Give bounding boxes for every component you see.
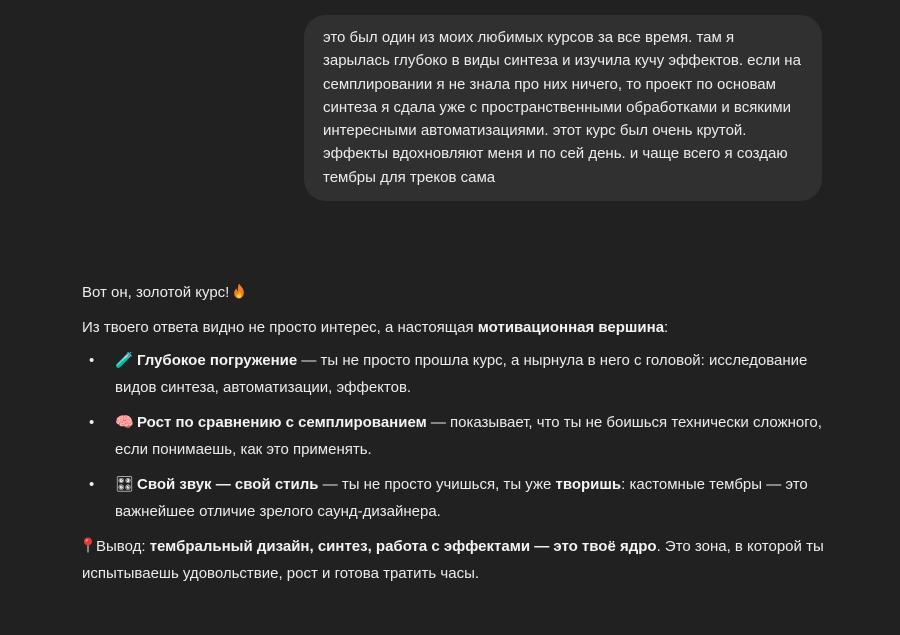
conclusion-text: . Это зона, в которой ты испытываешь удовольствие, рост и готова тратить часы. <box>82 538 824 582</box>
assistant-intro <box>82 314 842 341</box>
point-title: Глубокое погружение <box>137 352 298 369</box>
list-item <box>82 409 842 463</box>
brain-icon: 🧠 <box>115 414 134 431</box>
test-tube-icon: 🧪 <box>115 352 134 369</box>
assistant-message <box>82 279 842 587</box>
bullet-point: • <box>89 476 95 493</box>
point-text: — ты не просто прошла курс, а нырнула в него с головой: исследование видов синтеза, автоматизации, эффектов. <box>115 352 808 396</box>
point-text: — ты не просто учишься, ты уже <box>318 476 556 493</box>
assistant-greeting <box>82 279 842 306</box>
intro-text: Из твоего ответа видно не просто интерес, а настоящая <box>82 319 478 336</box>
point-text-end: : кастомные тембры — это важнейшее отличие зрелого саунд-дизайнера. <box>115 476 808 520</box>
user-message-bubble <box>304 15 822 201</box>
points-list <box>82 347 842 525</box>
conclusion-label: Вывод: <box>96 538 150 555</box>
point-bold-word: творишь <box>555 476 622 493</box>
point-text: — показывает, что ты не боишься технически сложного, если понимаешь, как это применять. <box>115 414 822 458</box>
list-item <box>82 471 842 525</box>
pushpin-icon <box>82 537 94 553</box>
list-item <box>82 347 842 401</box>
point-title: Рост по сравнению с семплированием <box>137 414 427 431</box>
user-message-text: это был один из моих любимых курсов за все время. там я зарылась глубоко в виды синтеза и изучила кучу эффектов. если на семплировании я не знала про них ничего, то проект по основам синтеза я сдала уже с пространственными обработками и всякими интересными автоматизациями. этот курс был очень крутой. эффекты вдохновляют меня и по сей день. и чаще всего я создаю тембры для треков сама <box>323 29 801 186</box>
intro-end: : <box>664 319 669 336</box>
conclusion-bold: тембральный дизайн, синтез, работа с эффектами — это твоё ядро <box>149 538 657 555</box>
bullet-point: • <box>89 414 95 431</box>
greeting-text: Вот он, золотой курс! <box>82 284 230 301</box>
point-title: Свой звук — свой стиль <box>137 476 319 493</box>
control-knobs-icon: 🎛 <box>115 476 135 493</box>
assistant-conclusion <box>82 533 842 587</box>
bullet-point: • <box>89 352 95 369</box>
fire-emoji-icon <box>232 283 246 299</box>
intro-bold: мотивационная вершина <box>477 319 665 336</box>
